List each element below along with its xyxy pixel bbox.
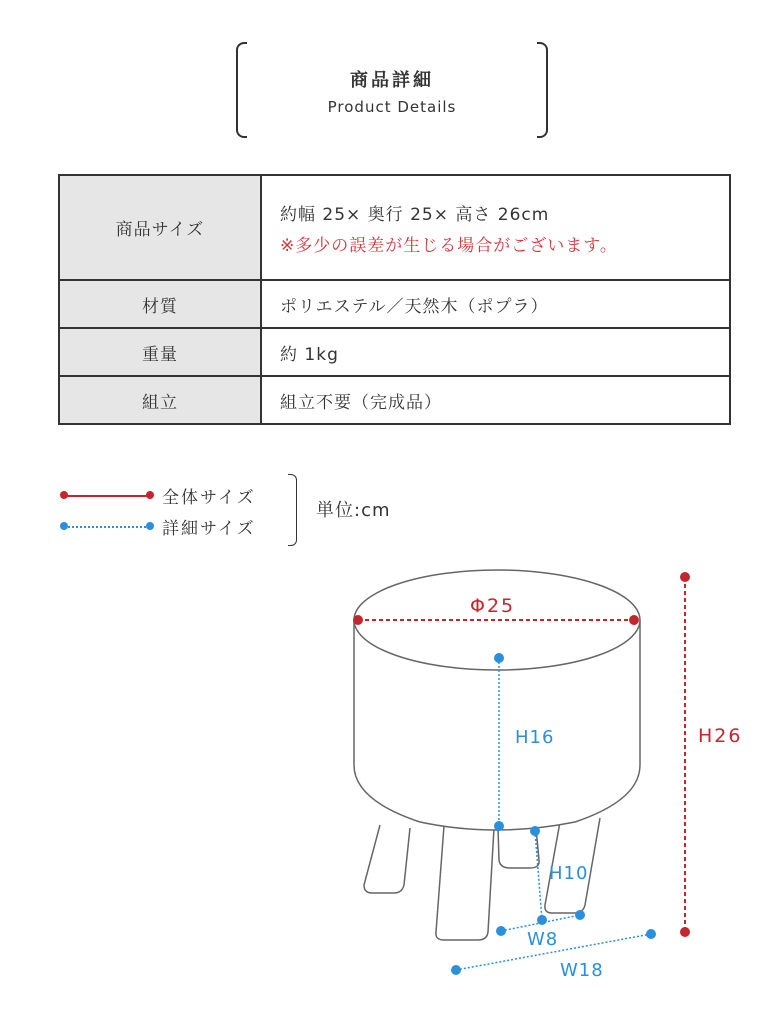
row-label-size: 商品サイズ	[59, 175, 261, 280]
blue-dot-icon	[146, 522, 154, 530]
detail-line-icon	[64, 526, 150, 528]
blue-dot-icon	[494, 653, 504, 663]
section-heading	[236, 42, 548, 136]
blue-dot-icon	[575, 910, 585, 920]
red-dot-icon	[629, 615, 639, 625]
red-dot-icon	[680, 927, 690, 937]
red-dot-icon	[146, 491, 154, 499]
inner-width-label: W8	[527, 929, 559, 950]
table-row	[59, 175, 730, 280]
total-height-label: H26	[698, 725, 743, 747]
blue-dot-icon	[494, 821, 504, 831]
size-value: 約幅 25× 奥行 25× 高さ 26cm	[280, 204, 550, 225]
legend-detail-label: 詳細サイズ	[162, 519, 256, 539]
stool-diagram	[0, 560, 783, 1024]
dimension-legend	[58, 472, 418, 552]
row-value-material: ポリエステル／天然木（ポプラ）	[261, 280, 730, 328]
leg-height-line	[535, 831, 542, 920]
heading-title-jp: 商品詳細	[350, 70, 434, 91]
overall-line-icon	[64, 495, 150, 497]
diameter-label: Φ25	[470, 595, 516, 617]
right-bracket	[537, 42, 548, 138]
row-label-material: 材質	[59, 280, 261, 328]
leg-height-label: H10	[549, 863, 589, 884]
unit-label: 単位:cm	[316, 500, 391, 521]
row-value-assembly: 組立不要（完成品）	[261, 376, 730, 424]
blue-dot-icon	[451, 965, 461, 975]
leg-front-left	[436, 826, 494, 940]
blue-dot-icon	[496, 926, 506, 936]
row-value-size	[261, 175, 730, 280]
row-value-weight: 約 1kg	[261, 328, 730, 376]
red-dot-icon	[353, 615, 363, 625]
blue-dot-icon	[530, 826, 540, 836]
blue-dot-icon	[646, 929, 656, 939]
legend-bracket	[288, 474, 297, 546]
row-label-weight: 重量	[59, 328, 261, 376]
table-row	[59, 376, 730, 424]
spec-table	[58, 174, 731, 425]
blue-dot-icon	[537, 915, 547, 925]
tolerance-note: ※多少の誤差が生じる場合がございます。	[280, 235, 618, 256]
red-dot-icon	[680, 572, 690, 582]
stool-illustration	[354, 570, 640, 940]
row-label-assembly: 組立	[59, 376, 261, 424]
table-row	[59, 280, 730, 328]
seat-height-label: H16	[515, 727, 555, 748]
table-row	[59, 328, 730, 376]
heading-title-en: Product Details	[327, 98, 457, 116]
legend-overall-label: 全体サイズ	[162, 488, 256, 508]
leg-back-left	[364, 825, 410, 893]
outer-width-label: W18	[560, 960, 604, 981]
